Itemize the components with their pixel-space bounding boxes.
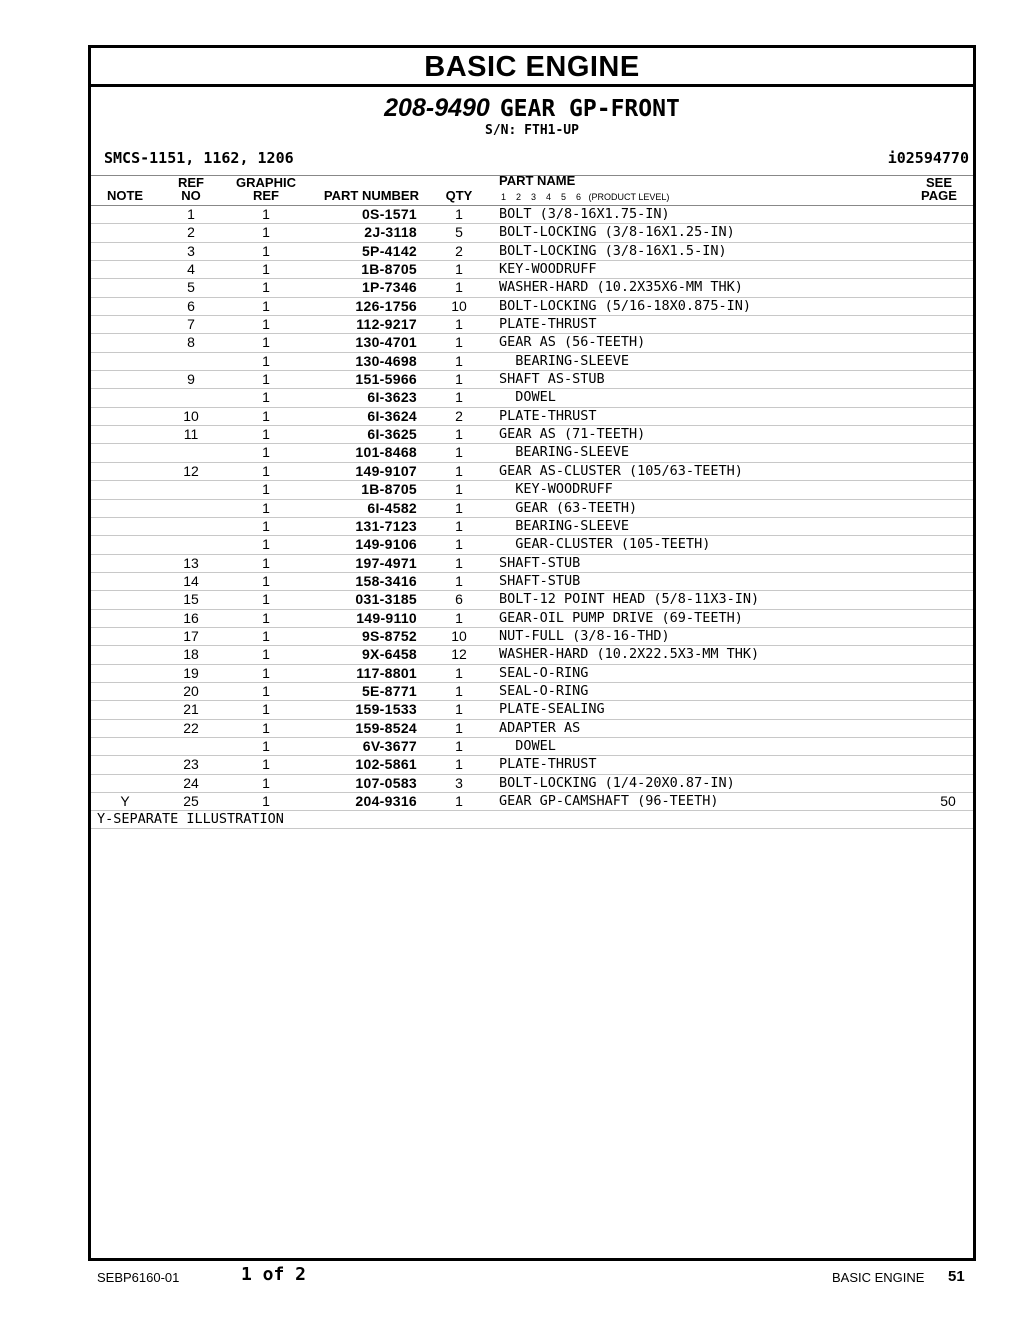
qty-cell: 12 [451,646,467,663]
qty-cell: 1 [455,426,463,443]
part-number-cell: 158-3416 [355,572,417,589]
part-number-cell: 149-9110 [356,609,417,626]
qty-cell: 1 [455,261,463,278]
part-number-cell: 1B-8705 [361,261,417,278]
table-row [91,591,973,609]
footnote: Y-SEPARATE ILLUSTRATION [91,811,973,829]
footer-section: BASIC ENGINE [832,1270,925,1285]
graphic-ref-cell: 1 [262,554,270,571]
graphic-ref-cell: 1 [262,774,270,791]
smcs-codes: SMCS-1151, 1162, 1206 [104,149,294,167]
graphic-ref-cell: 1 [262,316,270,333]
part-name-cell: BOLT-LOCKING (3/8-16X1.5-IN) [499,242,727,259]
table-row [91,481,973,499]
col-graphic-ref-line1: GRAPHIC [236,175,296,190]
graphic-ref-cell: 1 [262,499,270,516]
graphic-ref-cell: 1 [262,737,270,754]
serial-number: S/N: FTH1-UP [485,123,579,138]
qty-cell: 1 [455,316,463,333]
col-see-line2: PAGE [921,188,957,203]
page-frame [88,45,976,1261]
graphic-ref-cell: 1 [262,591,270,608]
part-number-cell: 159-1533 [355,701,417,718]
qty-cell: 1 [455,517,463,534]
part-name-cell: DOWEL [499,389,556,406]
part-name-cell: BEARING-SLEEVE [499,517,630,534]
qty-cell: 1 [455,554,463,571]
table-row [91,683,973,701]
qty-cell: 1 [455,481,463,498]
part-name-cell: WASHER-HARD (10.2X35X6-MM THK) [499,279,743,296]
qty-cell: 2 [455,407,463,424]
part-number-cell: 6I-3625 [367,426,417,443]
group-title [91,93,973,124]
qty-cell: 1 [455,756,463,773]
table-row [91,334,973,352]
table-row [91,243,973,261]
ref-no-cell: 13 [183,554,199,571]
ref-no-cell: 17 [183,627,199,644]
ref-no-cell: 5 [187,279,195,296]
table-row [91,353,973,371]
graphic-ref-cell: 1 [262,334,270,351]
qty-cell: 1 [455,682,463,699]
part-name-cell: SHAFT AS-STUB [499,371,605,388]
table-row [91,573,973,591]
part-number-cell: 126-1756 [355,297,417,314]
table-row [91,426,973,444]
qty-cell: 1 [455,206,463,222]
col-product-level: 1 2 3 4 5 6 (PRODUCT LEVEL) [501,192,670,202]
qty-cell: 1 [455,737,463,754]
qty-cell: 1 [455,793,463,809]
part-name-cell: BOLT-12 POINT HEAD (5/8-11X3-IN) [499,591,760,608]
graphic-ref-cell: 1 [262,389,270,406]
graphic-ref-cell: 1 [262,609,270,626]
part-name-cell: GEAR AS (56-TEETH) [499,334,646,351]
section-title: BASIC ENGINE [91,48,973,87]
ref-no-cell: 20 [183,682,199,699]
part-number-cell: 204-9316 [355,793,417,809]
parts-table [91,206,973,811]
qty-cell: 1 [455,572,463,589]
ref-no-cell: 11 [183,426,199,443]
graphic-ref-cell: 1 [262,719,270,736]
part-number-cell: 130-4701 [355,334,417,351]
document-number: SEBP6160-01 [97,1270,180,1285]
part-name-cell: SHAFT-STUB [499,554,581,571]
column-headers [91,173,973,206]
part-number-cell: 112-9217 [356,316,417,333]
qty-cell: 1 [455,389,463,406]
qty-cell: 1 [455,609,463,626]
table-row [91,224,973,242]
part-name-cell: PLATE-THRUST [499,756,597,773]
part-name-cell: NUT-FULL (3/8-16-THD) [499,627,670,644]
part-number-cell: 9X-6458 [361,646,417,663]
qty-cell: 10 [451,297,467,314]
table-row [91,628,973,646]
qty-cell: 1 [455,371,463,388]
part-number-cell: 6I-3624 [367,407,417,424]
page-footer [0,1262,1020,1292]
graphic-ref-cell: 1 [262,701,270,718]
table-row [91,279,973,297]
graphic-ref-cell: 1 [262,407,270,424]
ref-no-cell: 21 [183,701,199,718]
part-name-cell: PLATE-SEALING [499,701,605,718]
graphic-ref-cell: 1 [262,371,270,388]
ref-no-cell: 16 [183,609,199,626]
part-name-cell: BOLT-LOCKING (5/16-18X0.875-IN) [499,297,751,314]
ref-no-cell: 15 [183,591,199,608]
part-number-cell: 6I-3623 [367,389,417,406]
table-row [91,389,973,407]
table-row [91,720,973,738]
part-number-cell: 9S-8752 [361,627,417,644]
illustration-id: i02594770 [887,149,969,167]
ref-no-cell: 3 [187,242,195,259]
qty-cell: 1 [455,536,463,553]
table-row [91,536,973,554]
graphic-ref-cell: 1 [262,206,270,222]
qty-cell: 1 [455,279,463,296]
ref-no-cell: 2 [187,224,195,241]
part-name-cell: BEARING-SLEEVE [499,352,630,369]
graphic-ref-cell: 1 [262,242,270,259]
table-row [91,500,973,518]
part-number-cell: 117-8801 [356,664,417,681]
group-header [91,87,973,176]
graphic-ref-cell: 1 [262,444,270,461]
table-row [91,206,973,224]
ref-no-cell: 19 [183,664,199,681]
col-note: NOTE [106,188,144,203]
qty-cell: 6 [455,591,463,608]
part-number-cell: 1B-8705 [361,481,417,498]
graphic-ref-cell: 1 [262,224,270,241]
table-row [91,646,973,664]
table-row [91,793,973,811]
part-number-cell: 5P-4142 [361,242,417,259]
qty-cell: 1 [455,719,463,736]
graphic-ref-cell: 1 [262,572,270,589]
graphic-ref-cell: 1 [262,297,270,314]
col-graphic-ref-line2: REF [253,188,279,203]
graphic-ref-cell: 1 [262,682,270,699]
ref-no-cell: 10 [183,407,199,424]
table-row [91,665,973,683]
graphic-ref-cell: 1 [262,646,270,663]
part-name-cell: BOLT-LOCKING (1/4-20X0.87-IN) [499,774,735,791]
qty-cell: 1 [455,664,463,681]
part-name-cell: GEAR (63-TEETH) [499,499,638,516]
table-row [91,408,973,426]
ref-no-cell: 4 [187,261,195,278]
ref-no-cell: 7 [187,316,195,333]
ref-no-cell: 22 [183,719,199,736]
graphic-ref-cell: 1 [262,426,270,443]
part-name-cell: GEAR-CLUSTER (105-TEETH) [499,536,711,553]
part-name-cell: BEARING-SLEEVE [499,444,630,461]
table-row [91,371,973,389]
col-part-name: PART NAME [499,173,576,188]
part-number-cell: 6V-3677 [362,737,417,754]
part-number-cell: 0S-1571 [361,206,417,222]
part-name-cell: ADAPTER AS [499,719,581,736]
part-number-cell: 1P-7346 [361,279,417,296]
qty-cell: 1 [455,352,463,369]
ref-no-cell: 18 [183,646,199,663]
table-row [91,738,973,756]
ref-no-cell: 25 [183,793,199,809]
ref-no-cell: 8 [187,334,195,351]
table-row [91,261,973,279]
table-row [91,555,973,573]
note-cell: Y [120,793,130,809]
part-number-cell: 101-8468 [355,444,417,461]
ref-no-cell: 6 [187,297,195,314]
part-name-cell: BOLT (3/8-16X1.75-IN) [499,206,670,222]
qty-cell: 1 [455,462,463,479]
part-name-cell: KEY-WOODRUFF [499,481,613,498]
part-name-cell: GEAR AS (71-TEETH) [499,426,646,443]
col-ref-line2: NO [181,188,201,203]
ref-no-cell: 24 [183,774,199,791]
part-name-cell: GEAR-OIL PUMP DRIVE (69-TEETH) [499,609,743,626]
qty-cell: 1 [455,701,463,718]
graphic-ref-cell: 1 [262,462,270,479]
part-number-cell: 130-4698 [355,352,417,369]
graphic-ref-cell: 1 [262,793,270,809]
table-row [91,298,973,316]
part-name-cell: BOLT-LOCKING (3/8-16X1.25-IN) [499,224,735,241]
part-number-cell: 149-9106 [355,536,417,553]
part-number-cell: 6I-4582 [367,499,417,516]
qty-cell: 2 [455,242,463,259]
part-name-cell: GEAR GP-CAMSHAFT (96-TEETH) [499,793,719,809]
part-number-cell: 159-8524 [355,719,417,736]
col-part-number: PART NUMBER [323,188,419,203]
part-number-cell: 107-0583 [355,774,417,791]
col-qty: QTY [445,188,473,203]
qty-cell: 3 [455,774,463,791]
group-number: 208-9490 [384,94,490,122]
ref-no-cell: 1 [187,206,195,222]
graphic-ref-cell: 1 [262,627,270,644]
part-number-cell: 5E-8771 [361,682,417,699]
part-name-cell: SEAL-O-RING [499,682,589,699]
ref-no-cell: 23 [183,756,199,773]
table-row [91,756,973,774]
part-name-cell: PLATE-THRUST [499,407,597,424]
graphic-ref-cell: 1 [262,536,270,553]
part-number-cell: 031-3185 [355,591,417,608]
qty-cell: 5 [455,224,463,241]
part-number-cell: 102-5861 [355,756,417,773]
part-number-cell: 149-9107 [355,462,417,479]
graphic-ref-cell: 1 [262,756,270,773]
col-see-line1: SEE [925,175,952,190]
page-number: 51 [948,1268,965,1285]
table-row [91,518,973,536]
table-row [91,610,973,628]
part-name-cell: SEAL-O-RING [499,664,589,681]
ref-no-cell: 12 [183,462,199,479]
part-name-cell: PLATE-THRUST [499,316,597,333]
ref-no-cell: 14 [183,572,199,589]
table-row [91,701,973,719]
part-name-cell: GEAR AS-CLUSTER (105/63-TEETH) [499,462,743,479]
table-row [91,444,973,462]
ref-no-cell: 9 [187,371,195,388]
part-name-cell: SHAFT-STUB [499,572,581,589]
page-of: 1 of 2 [241,1264,307,1285]
qty-cell: 1 [455,444,463,461]
graphic-ref-cell: 1 [262,664,270,681]
graphic-ref-cell: 1 [262,352,270,369]
part-number-cell: 197-4971 [355,554,417,571]
col-ref-line1: REF [178,175,204,190]
part-number-cell: 151-5966 [355,371,417,388]
part-number-cell: 131-7123 [355,517,417,534]
group-name: GEAR GP-FRONT [499,96,680,122]
table-row [91,775,973,793]
part-name-cell: DOWEL [499,737,556,754]
table-row [91,463,973,481]
qty-cell: 1 [455,499,463,516]
part-name-cell: WASHER-HARD (10.2X22.5X3-MM THK) [499,646,760,663]
part-number-cell: 2J-3118 [364,224,417,241]
graphic-ref-cell: 1 [262,481,270,498]
graphic-ref-cell: 1 [262,517,270,534]
qty-cell: 1 [455,334,463,351]
qty-cell: 10 [451,627,467,644]
graphic-ref-cell: 1 [262,279,270,296]
table-row [91,316,973,334]
see-page-cell: 50 [940,793,956,809]
graphic-ref-cell: 1 [262,261,270,278]
part-name-cell: KEY-WOODRUFF [499,261,597,278]
